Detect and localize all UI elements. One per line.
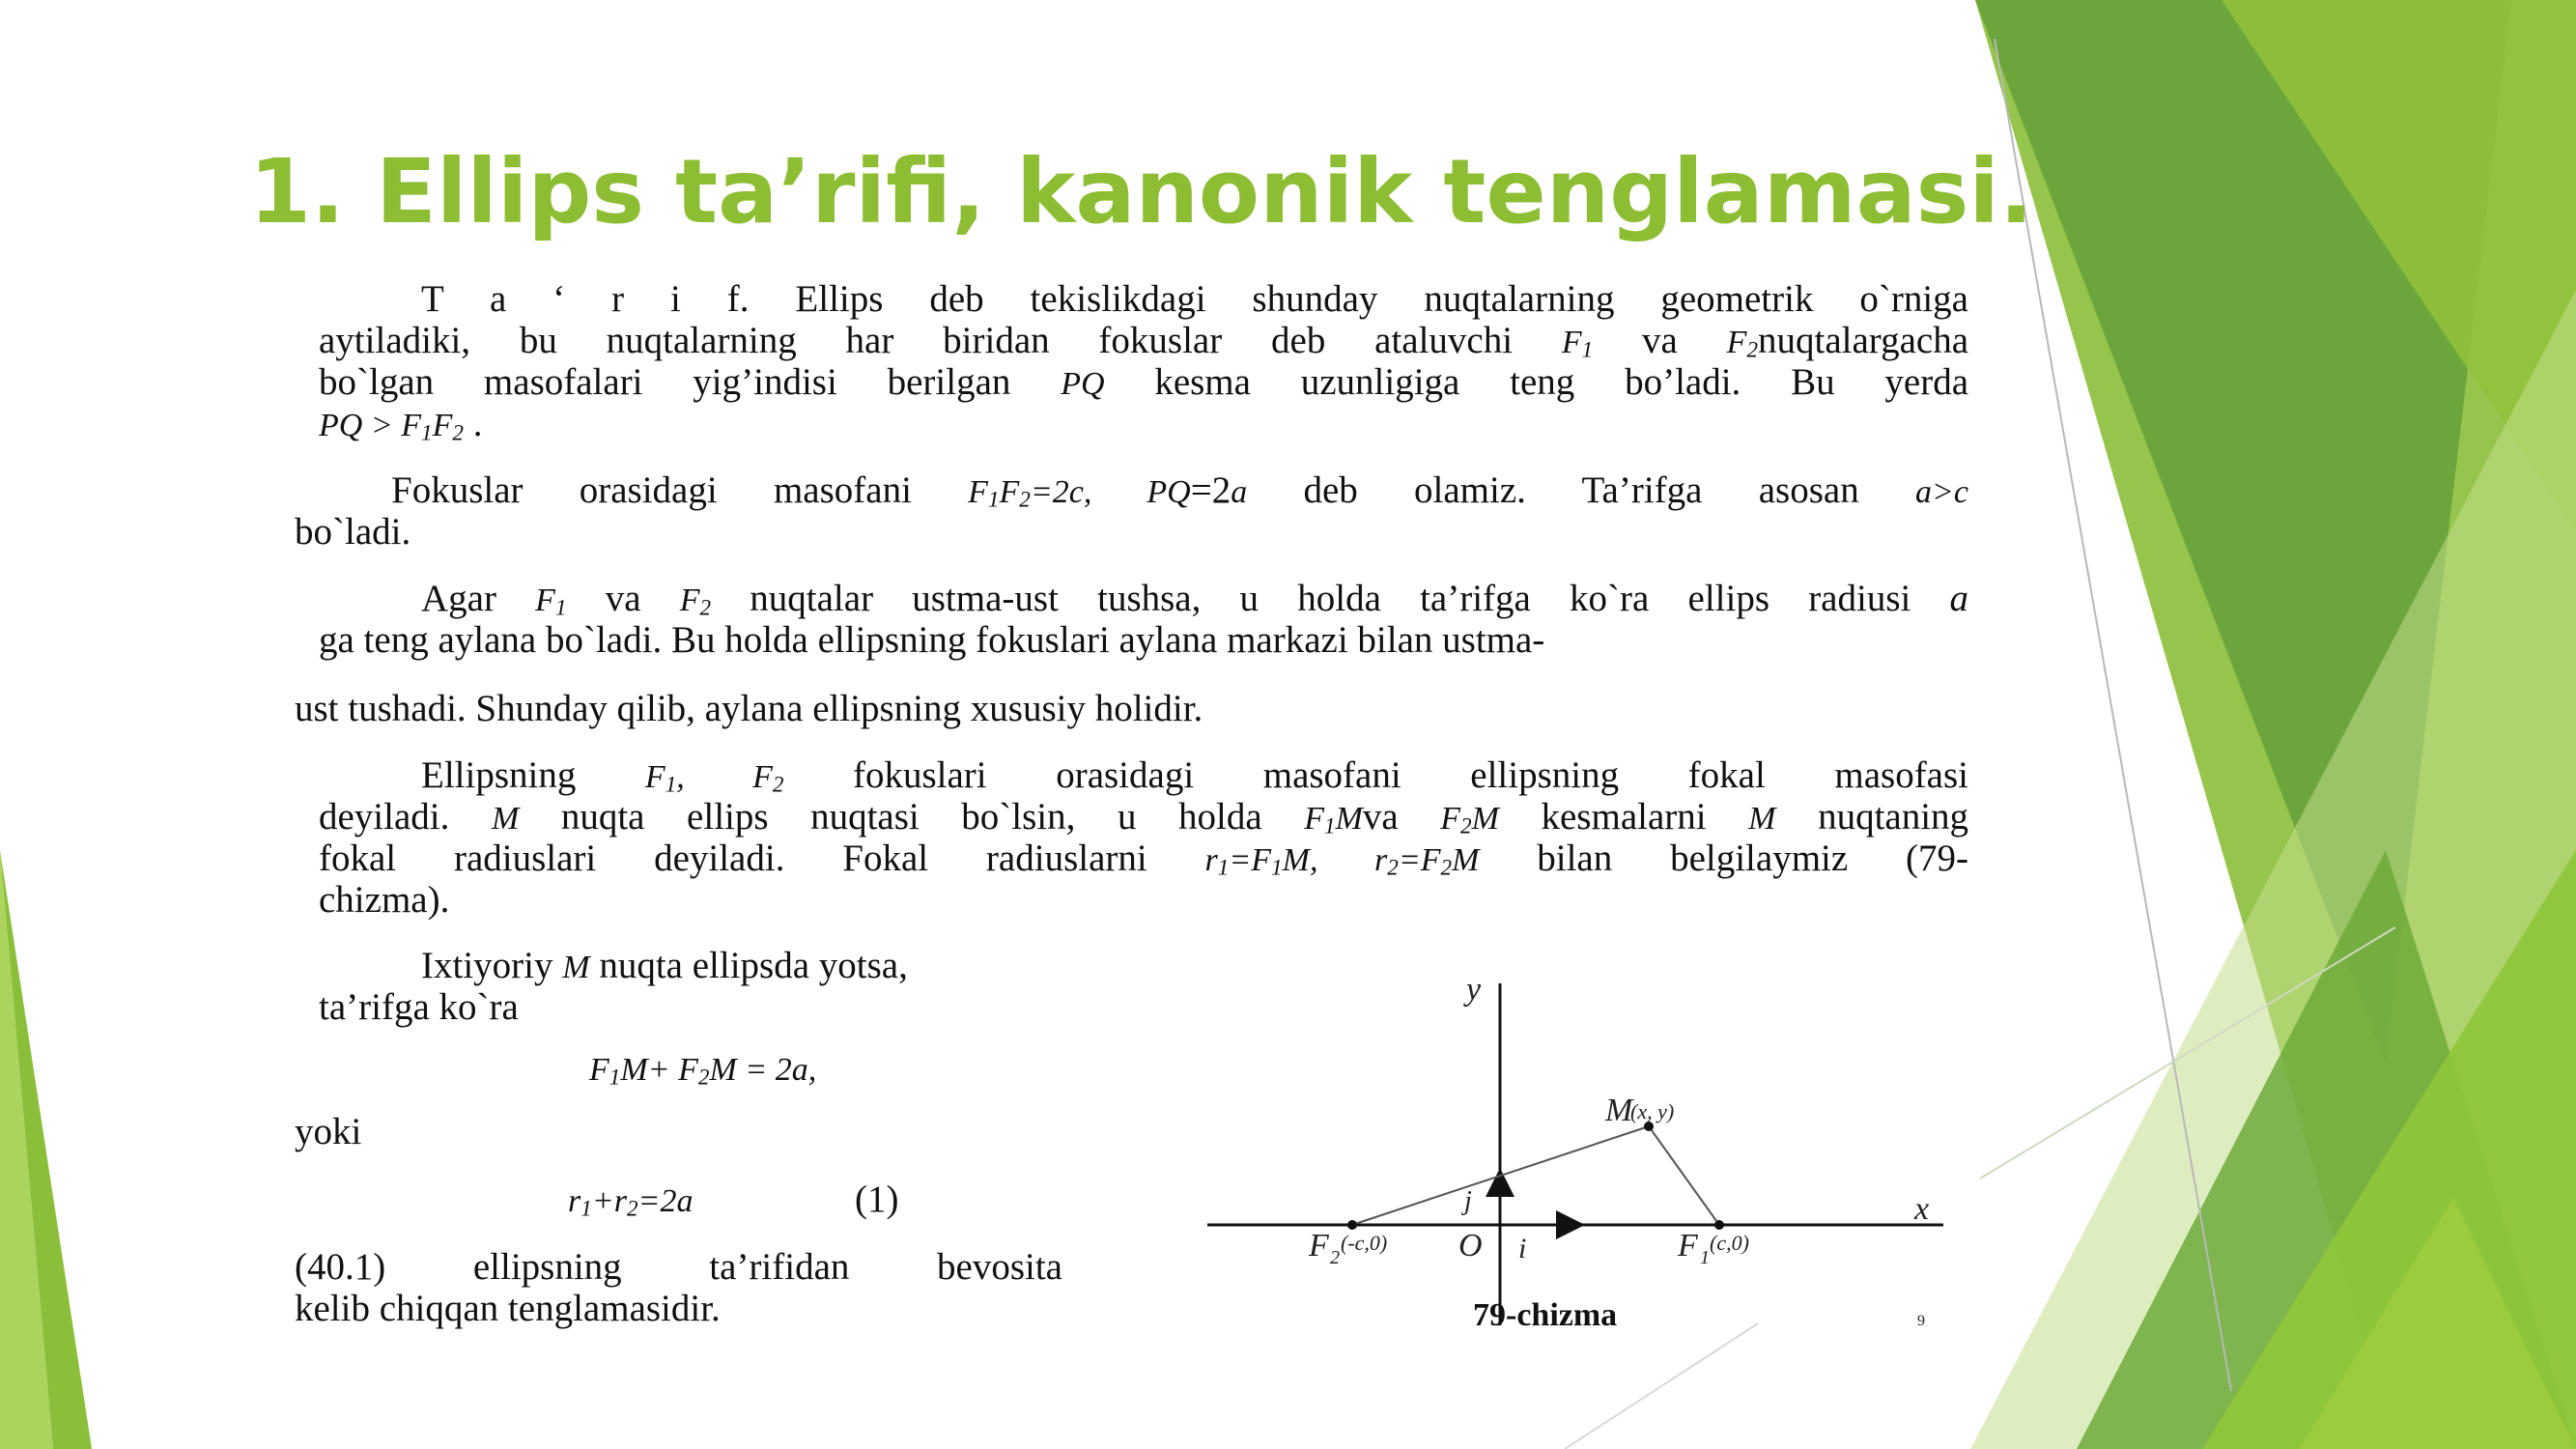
text-run: =F bbox=[1398, 842, 1441, 878]
definition-line-4 bbox=[319, 403, 482, 455]
symbol-f: F bbox=[1304, 801, 1324, 837]
text-run: nuqta ellips nuqtasi bo`lsin, u holda bbox=[560, 796, 1262, 838]
subscript: 2 bbox=[1387, 855, 1399, 881]
origin-label: O bbox=[1458, 1228, 1483, 1264]
text-run: Ixtiyoriy bbox=[421, 945, 553, 986]
subscript: 1 bbox=[1324, 813, 1336, 839]
text-run: Fokuslar orasidagi masofani bbox=[391, 469, 912, 511]
subscript: 2 bbox=[1460, 813, 1472, 839]
text-run: deb olamiz. Ta’rifga asosan bbox=[1303, 469, 1859, 511]
page-number: 9 bbox=[1917, 1313, 1925, 1329]
symbol-f: F bbox=[968, 474, 988, 510]
text-run: chizma). bbox=[319, 879, 450, 921]
symbol-f: F bbox=[1561, 325, 1582, 360]
subscript: 1 bbox=[987, 487, 1000, 513]
symbol-f: F bbox=[589, 1052, 609, 1088]
text-run: nuqtalargacha bbox=[1758, 320, 1969, 361]
focal-distance-line-1 bbox=[295, 469, 1968, 522]
subscript: 1 bbox=[1217, 855, 1230, 881]
subscript: 2 bbox=[1019, 487, 1031, 513]
symbol-a: a, bbox=[791, 1052, 817, 1088]
f2-label: F bbox=[1309, 1228, 1329, 1264]
symbol-f: F bbox=[679, 582, 700, 618]
text-run: bilan belgilaymiz (79- bbox=[1537, 838, 1968, 879]
subscript: 1 bbox=[421, 420, 433, 446]
text-run: kelib chiqqan tenglamasidir. bbox=[295, 1288, 721, 1329]
subscript: 1 bbox=[1271, 855, 1283, 881]
equation-radii bbox=[568, 1179, 694, 1231]
y-axis-label: y bbox=[1466, 972, 1482, 1008]
f1-label: F bbox=[1678, 1228, 1698, 1264]
subscript: 1 bbox=[554, 595, 567, 621]
yoki-text bbox=[295, 1111, 361, 1152]
focal-distance-line-2 bbox=[295, 511, 410, 553]
m-coords: (x, y) bbox=[1630, 1099, 1675, 1123]
conclusion-line-2 bbox=[295, 1288, 721, 1329]
text-run: F bbox=[432, 408, 453, 443]
symbol-f: F bbox=[644, 759, 665, 795]
symbol-f: F bbox=[1440, 801, 1461, 837]
subscript: 2 bbox=[626, 1196, 638, 1222]
text-run: M+ F bbox=[620, 1052, 698, 1088]
text-run: PQ > F bbox=[319, 408, 422, 443]
text-run: nuqta ellipsda yotsa, bbox=[599, 945, 908, 986]
symbol-m: M bbox=[1748, 801, 1776, 837]
symbol-a: a bbox=[1949, 578, 1969, 619]
text-run: +r bbox=[591, 1183, 627, 1219]
i-label: i bbox=[1518, 1233, 1527, 1264]
text-run: (40.1) ellipsning ta’rifidan bevosita bbox=[295, 1246, 1062, 1288]
circle-case-line-2 bbox=[319, 619, 1544, 661]
symbol-f: , F bbox=[676, 759, 773, 795]
circle-case-line-3 bbox=[295, 688, 1203, 729]
symbol-pq: PQ bbox=[1061, 366, 1105, 402]
text-run: kesmalarni bbox=[1541, 796, 1707, 838]
subscript: 1 bbox=[665, 772, 677, 798]
f1-sub: 1 bbox=[1700, 1247, 1710, 1268]
text-run: bo`lgan masofalari yig’indisi berilgan bbox=[319, 361, 1011, 403]
text-run: deyiladi. bbox=[319, 796, 450, 838]
focal-radii-line-4 bbox=[319, 879, 449, 921]
text-run: nuqtaning bbox=[1818, 796, 1969, 838]
f1-coords: (c,0) bbox=[1710, 1231, 1749, 1255]
text-run: bo`ladi. bbox=[295, 511, 411, 553]
text-run: ga teng aylana bo`ladi. Bu holda ellipsning fokuslari aylana markazi bilan ustma- bbox=[319, 619, 1545, 661]
slide-title: 1. Ellips ta’rifi, kanonik tenglamasi. bbox=[249, 140, 2033, 243]
text-run: aytiladiki, bu nuqtalarning har biridan fokuslar deb ataluvchi bbox=[319, 320, 1514, 361]
text-run: (1) bbox=[855, 1179, 899, 1220]
symbol-r: r bbox=[568, 1183, 581, 1219]
symbol-f: F bbox=[1726, 325, 1747, 360]
symbol-m: M bbox=[562, 950, 590, 985]
focal-radius-r1 bbox=[1649, 1126, 1719, 1225]
symbol-m: M bbox=[491, 801, 520, 837]
diagram-caption: 79-chizma bbox=[1473, 1297, 1618, 1333]
text-run: M = 2 bbox=[709, 1052, 792, 1088]
subscript: 2 bbox=[1746, 337, 1759, 363]
m-label: M bbox=[1605, 1093, 1633, 1128]
subscript: 2 bbox=[1440, 855, 1453, 881]
text-run: M, r bbox=[1282, 842, 1388, 878]
x-axis-label: x bbox=[1914, 1191, 1930, 1227]
definition-line-3 bbox=[319, 361, 1968, 405]
subscript: 2 bbox=[697, 1065, 710, 1091]
equation-sum bbox=[589, 1047, 816, 1099]
arbitrary-point-line-1 bbox=[421, 945, 908, 988]
subscript: 2 bbox=[772, 772, 784, 798]
j-label: j bbox=[1464, 1186, 1472, 1216]
text-run: =2 bbox=[1190, 469, 1231, 511]
text-run: ust tushadi. Shunday qilib, aylana ellipsning xususiy holidir. bbox=[295, 688, 1203, 729]
symbol-m: M bbox=[1471, 801, 1499, 837]
text-run: va bbox=[1642, 320, 1678, 361]
focal-radii-line-3 bbox=[319, 838, 1968, 890]
symbol-a: a bbox=[1231, 474, 1248, 510]
f2-coords: (-c,0) bbox=[1341, 1231, 1388, 1255]
symbol-f: F bbox=[999, 474, 1020, 510]
symbol-compare: a>c bbox=[1914, 474, 1968, 510]
definition-line-1 bbox=[319, 278, 1968, 320]
arbitrary-point-line-2 bbox=[319, 986, 519, 1028]
text-run: fokuslari orasidagi masofani ellipsning fokal masofasi bbox=[853, 754, 1968, 796]
text-run: ta’rifga ko`ra bbox=[319, 986, 519, 1028]
f2-sub: 2 bbox=[1330, 1247, 1340, 1268]
text-run: Ellipsning bbox=[421, 754, 577, 796]
text-run: =2c, PQ bbox=[1030, 474, 1191, 510]
text-run: kesma uzunligiga teng bo’ladi. Bu yerda bbox=[1154, 361, 1969, 403]
symbol-r: r bbox=[1204, 842, 1218, 878]
text-run: nuqtalar ustma-ust tushsa, u holda ta’rifga ko`ra ellips radiusi bbox=[750, 578, 1911, 619]
text-run: Agar bbox=[421, 578, 496, 619]
text-run: va bbox=[605, 578, 641, 619]
text-run: . bbox=[472, 403, 483, 444]
symbol-m: M bbox=[1452, 842, 1480, 878]
symbol-m: M bbox=[1335, 801, 1363, 837]
text-run: fokal radiuslari deyiladi. Fokal radiuslarni bbox=[319, 838, 1147, 879]
text-run: =2a bbox=[637, 1183, 694, 1219]
symbol-f: F bbox=[535, 582, 555, 618]
subscript: 2 bbox=[699, 595, 712, 621]
text-run: =F bbox=[1229, 842, 1272, 878]
equation-number bbox=[855, 1179, 898, 1220]
subscript: 1 bbox=[580, 1196, 592, 1222]
text-run: va bbox=[1362, 796, 1399, 838]
subscript: 2 bbox=[452, 420, 464, 446]
text-run: T a ‘ r i f. Ellips deb tekislikdagi shunday nuqtalarning geometrik o`rniga bbox=[421, 278, 1968, 320]
point-f2 bbox=[1347, 1220, 1357, 1230]
text-run: yoki bbox=[295, 1111, 362, 1152]
point-f1 bbox=[1714, 1220, 1724, 1230]
conclusion-line-1 bbox=[295, 1246, 1062, 1288]
ellipse-focal-radii-diagram bbox=[1198, 966, 1970, 1352]
subscript: 1 bbox=[609, 1065, 621, 1091]
subscript: 1 bbox=[1581, 337, 1594, 363]
